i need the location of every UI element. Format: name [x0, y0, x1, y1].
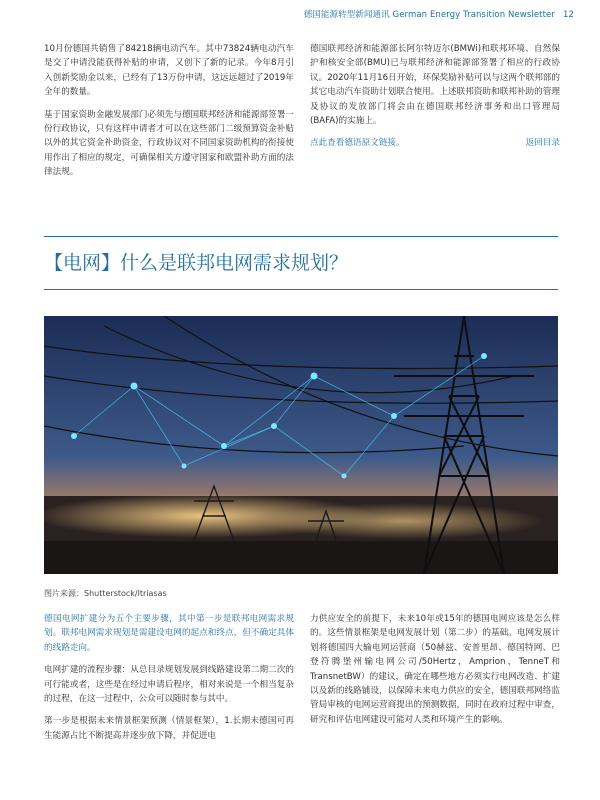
- photo-caption: 图片来源：Shutterstock/ltriasas: [44, 589, 167, 598]
- paragraph: 基于国家资助金融发展部门必须先与德国联邦经济和能源部签署一份行政协议，只有这样申请者才可以在这些部门二级预算资金补贴以外的其它资金补助资金，行政协议对不同国家资助机构的衔接使用作出了相应的规定，可确保相关方遵守国家和欧盟补助方面的法律法规。: [44, 109, 294, 178]
- top-left-column: [44, 42, 294, 188]
- article-left-column: [44, 612, 294, 751]
- newsletter-header: [304, 8, 574, 20]
- paragraph: 德国联邦经济和能源部长阿尔特迈尔(BMWi)和联邦环境、自然保护和核安全部(BMU)已与联邦经济和能源部签署了相应的行政协议。2020年11月16日开始，环保奖励补贴可以与这两个联邦部的其它电动汽车资助计划联合使用。上述联邦资助和联邦补助的管理及协议的发放部门将会由在德国联邦经济事务和出口管理局(BAFA)的实施上。: [310, 44, 560, 127]
- top-right-column: [310, 42, 560, 151]
- paragraph: 电网扩建的流程步骤：从总目录规划发展到线路建设第二期二次的可行能或者，这些是在经过申请后程序，相对来说是一个相当复杂的过程，在这一过程中，公众可以随时参与其中。: [44, 665, 294, 705]
- article-right-column: [310, 612, 560, 735]
- page-number: 12: [562, 10, 574, 20]
- paragraph: 第一步是根据未来情景框架预测（情景框架），1.长期未德国可再生能源占比不断提高并逐步放下降，并促进电: [44, 716, 294, 741]
- paragraph: 10月份德国共销售了84218辆电动汽车。其中73824辆电动汽车是交了申请没能获得补贴的申请，又创下了新的记录。今年8月引入创新奖励金以来，已经有了13万份申请，这远远超过了2019年全年的数量。: [44, 44, 294, 98]
- article-title: 【电网】什么是联邦电网需求规划？: [44, 252, 349, 274]
- paragraph: 力供应安全的前提下，未来10年或15年的德国电网应该是怎么样的。这些情景框架是电网发展计划（第二步）的基础。电网发展计划将德国四大输电网运营商（50赫兹、安普里昂、德国特网、巴登符腾堡州输电网公司/50Hertz，Amprion，TenneT和TransnetBW）的建议，确定在哪些地方必须实行电网改造、扩建以及新的线路铺设，以保障未来电力供应的安全，德国联邦网络监管局审核的电网运营商提出的预测数据，同时在政府过程中审查，研究和评估电网建设可能对人类和环境产生的影响。: [310, 614, 560, 725]
- power-grid-photo: [44, 316, 558, 574]
- link-row: [310, 136, 560, 150]
- newsletter-title: 德国能源转型新闻通讯 German Energy Transition Newsletter: [303, 10, 555, 20]
- german-source-link[interactable]: 点此查看德语原文链接。: [310, 138, 405, 149]
- section-divider-top: [44, 236, 558, 237]
- back-to-contents-link[interactable]: 返回目录: [525, 138, 560, 149]
- section-divider-bottom: [44, 289, 558, 290]
- lead-paragraph: 德国电网扩建分为五个主要步骤，其中第一步是联邦电网需求规划。联邦电网需求规划是需建设电网的起点和终点，但不确定具体的线路走向。: [44, 614, 294, 653]
